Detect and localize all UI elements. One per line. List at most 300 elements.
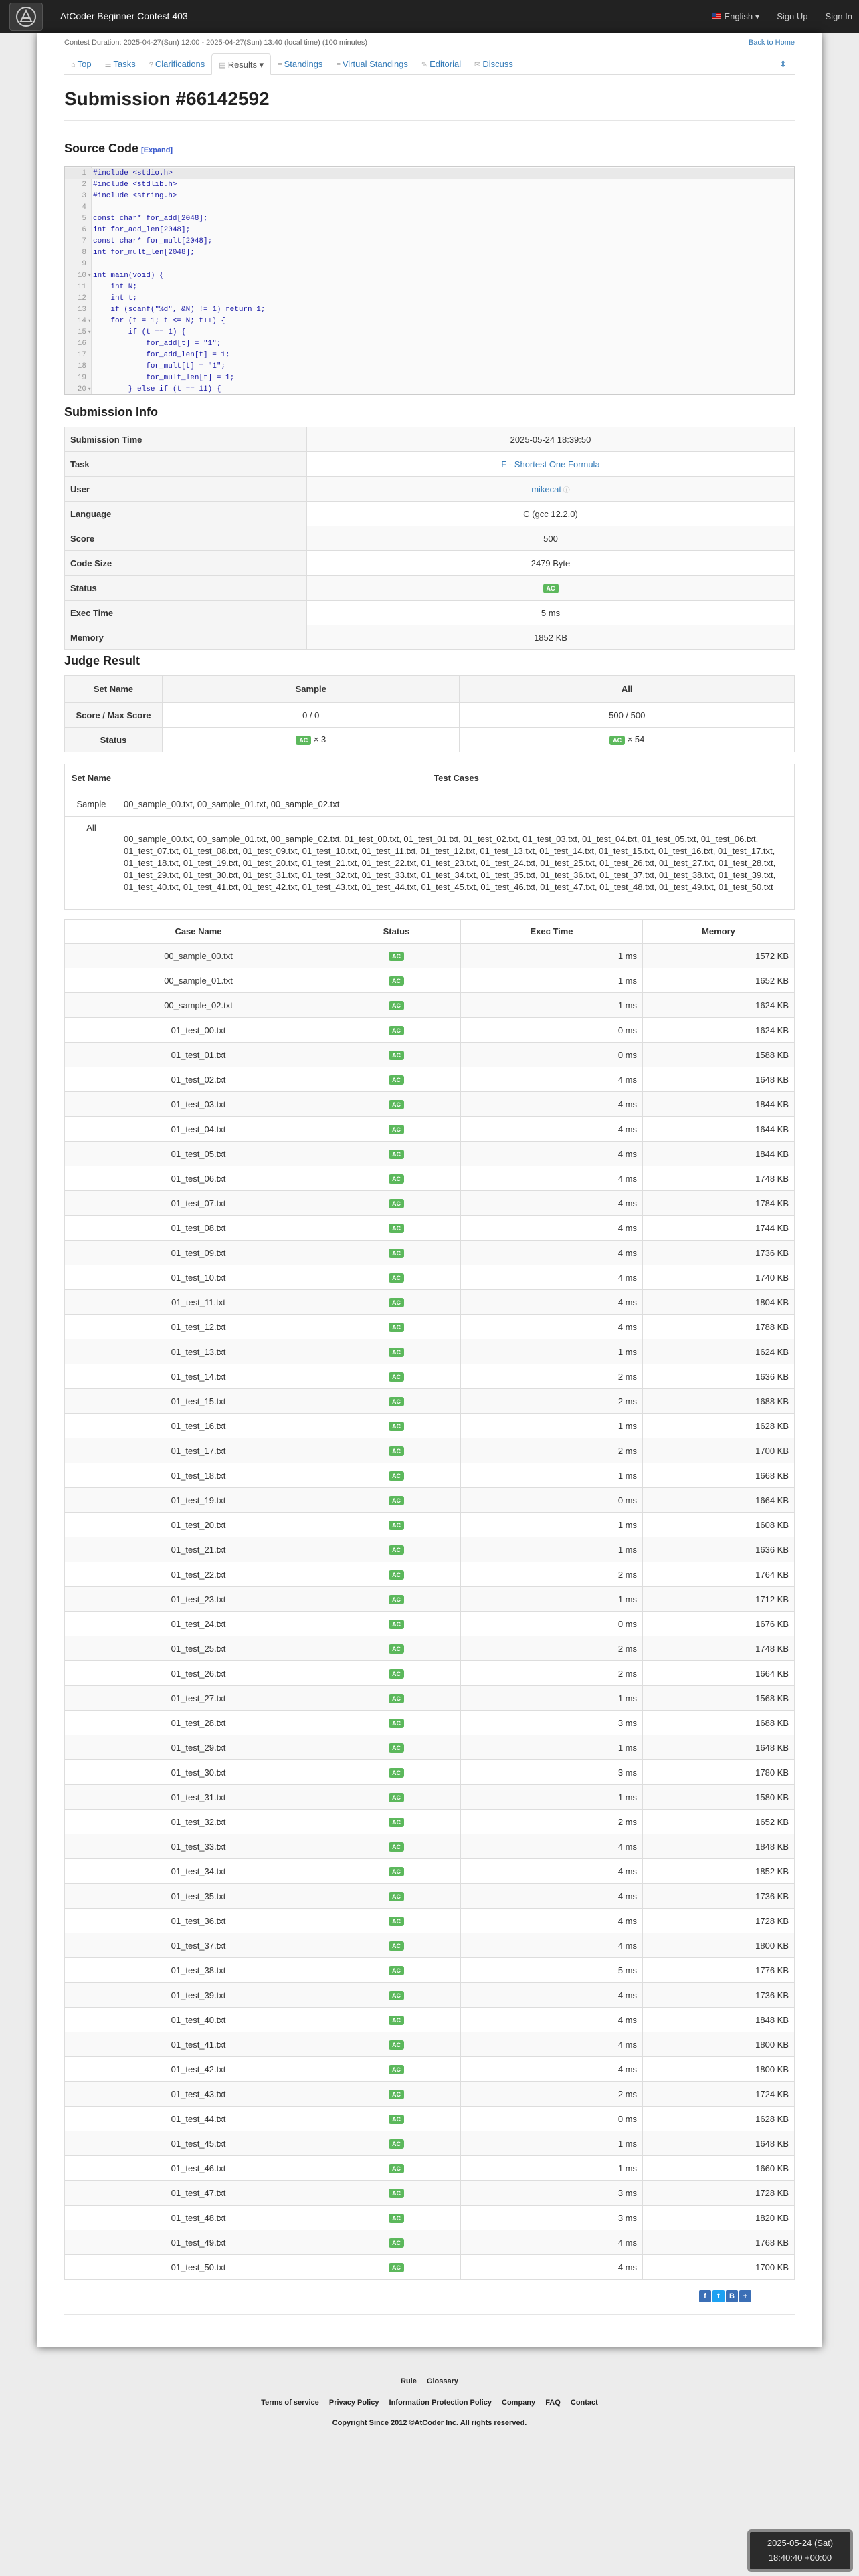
table-row [65,1043,795,1067]
virtual-standings-icon: ≡ [336,61,341,69]
case-status [332,1810,461,1834]
case-memory: 1628 KB [643,1414,795,1438]
ac-badge: AC [389,1793,404,1802]
terms-link[interactable]: Terms of service [261,2399,319,2407]
table-row [65,993,795,1018]
case-name: 01_test_48.txt [65,2206,332,2230]
faq-link[interactable]: FAQ [545,2399,561,2407]
code-text: for_mult_len[t] = 1; [93,374,235,382]
case-memory: 1636 KB [643,1364,795,1389]
table-row [65,968,795,993]
case-memory: 1624 KB [643,1339,795,1364]
case-name: 01_test_45.txt [65,2131,332,2156]
contest-title[interactable]: AtCoder Beginner Contest 403 [60,11,188,21]
code-line [65,372,794,384]
case-name: 01_test_00.txt [65,1018,332,1043]
line-number: 8 [82,249,86,257]
tab-label: Virtual Standings [342,59,408,69]
case-status [332,1216,461,1241]
case-name: 01_test_35.txt [65,1884,332,1909]
case-name: 01_test_47.txt [65,2181,332,2206]
case-name: 00_sample_01.txt [65,968,332,993]
case-exec-time: 4 ms [461,1290,643,1315]
case-memory: 1588 KB [643,1043,795,1067]
table-row [65,1290,795,1315]
tab-label: Editorial [430,59,462,69]
info-key: User [65,477,307,502]
table-row [65,1389,795,1414]
table-row [65,1018,795,1043]
table-row [65,2181,795,2206]
ac-badge: AC [389,1075,404,1085]
code-text: if (t == 1) { [93,328,186,336]
table-row [65,1166,795,1191]
ac-badge: AC [389,1199,404,1208]
code-line [65,293,794,304]
code-line [65,270,794,282]
tab-standings[interactable] [271,53,329,75]
glossary-link[interactable]: Glossary [426,2377,458,2385]
case-name: 01_test_34.txt [65,1859,332,1884]
case-name: 01_test_22.txt [65,1562,332,1587]
case-status [332,1933,461,1958]
code-text: for_mult[t] = "1"; [93,362,226,370]
info-value [307,502,795,526]
code-text: for_add_len[t] = 1; [93,351,230,359]
case-memory: 1804 KB [643,1290,795,1315]
case-memory: 1784 KB [643,1191,795,1216]
case-memory: 1736 KB [643,1241,795,1265]
case-memory: 1624 KB [643,993,795,1018]
table-row [65,1216,795,1241]
case-status [332,1043,461,1067]
table-row [65,1315,795,1339]
code-line [65,350,794,361]
privacy-link[interactable]: Privacy Policy [328,2399,379,2407]
twitter-share-icon[interactable]: t [712,2290,725,2302]
case-exec-time: 1 ms [461,1463,643,1488]
case-memory: 1748 KB [643,1166,795,1191]
case-status [332,1513,461,1537]
case-status [332,1488,461,1513]
case-status [332,2131,461,2156]
case-exec-time: 3 ms [461,2181,643,2206]
server-clock [747,2529,853,2572]
collapse-toggle-icon[interactable]: ⇕ [779,59,787,69]
ac-badge: AC [389,1570,404,1580]
info-value [307,452,795,477]
table-row [65,1785,795,1810]
clock-time: 18:40:40 +00:00 [768,2553,832,2563]
ac-badge: AC [543,584,559,593]
case-memory: 1664 KB [643,1661,795,1686]
case-memory: 1700 KB [643,1438,795,1463]
case-exec-time: 3 ms [461,1711,643,1735]
table-row [65,1142,795,1166]
company-link[interactable]: Company [502,2399,536,2407]
code-line [65,259,794,270]
case-status [332,1958,461,1983]
ac-badge: AC [389,2016,404,2025]
case-memory: 1848 KB [643,1834,795,1859]
code-line [65,247,794,259]
test-sets-table [64,764,795,910]
info-value [307,477,795,502]
case-name: 01_test_19.txt [65,1488,332,1513]
info-value [307,625,795,650]
case-memory: 1736 KB [643,1884,795,1909]
case-name: 01_test_42.txt [65,2057,332,2082]
table-row [65,1933,795,1958]
case-memory: 1580 KB [643,1785,795,1810]
tab-tasks[interactable] [98,53,142,75]
case-name: 01_test_49.txt [65,2230,332,2255]
tab-virtual-standings[interactable] [329,53,414,75]
case-exec-time: 1 ms [461,993,643,1018]
case-status [332,1983,461,2008]
case-status [332,1389,461,1414]
table-row [65,944,795,968]
case-exec-time: 4 ms [461,1241,643,1265]
user-info-icon[interactable]: ⓘ [561,486,570,494]
tab-label: Results ▾ [227,60,264,70]
ac-badge: AC [389,1001,404,1010]
line-number: 18 [77,362,86,370]
case-memory: 1848 KB [643,2008,795,2032]
table-row [65,1760,795,1785]
back-to-home-link[interactable]: Back to Home [748,39,795,47]
ac-badge: AC [389,1125,404,1134]
code-text: const char* for_mult[2048]; [93,237,213,245]
ac-badge: AC [389,1669,404,1679]
tab-clarifications[interactable] [142,53,212,75]
tasks-icon: ☰ [104,61,112,69]
user-link[interactable]: mikecat [531,484,561,494]
source-code-block[interactable] [64,166,795,395]
line-number: 3 [82,192,86,200]
case-name-header: Case Name [65,920,332,944]
case-exec-time: 2 ms [461,1438,643,1463]
case-exec-time: 4 ms [461,2057,643,2082]
case-status [332,2032,461,2057]
chevron-down-icon: ▾ [755,11,760,21]
case-exec-time: 4 ms [461,1933,643,1958]
case-exec-time: 4 ms [461,1067,643,1092]
submission-info-table [64,427,795,650]
ac-badge: AC [389,1545,404,1555]
expand-link[interactable]: [Expand] [141,146,173,154]
top-navbar [0,0,859,33]
tab-discuss[interactable] [468,53,520,75]
case-memory: 1668 KB [643,1463,795,1488]
line-number: 16 [77,340,86,348]
case-name: 01_test_10.txt [65,1265,332,1290]
language-selector[interactable]: English ▾ [712,11,759,22]
case-exec-time: 4 ms [461,1117,643,1142]
ac-badge: AC [389,1620,404,1629]
footer-links-primary [0,2377,859,2385]
table-row [65,1438,795,1463]
ac-badge: AC [389,1100,404,1109]
code-line [65,179,794,191]
discuss-icon: ✉ [474,61,481,69]
ac-badge: AC [389,1521,404,1530]
source-code-heading: Source Code [Expand] [64,142,173,155]
case-name: 01_test_26.txt [65,1661,332,1686]
case-exec-time: 2 ms [461,1364,643,1389]
case-status [332,1191,461,1216]
case-exec-time: 4 ms [461,1983,643,2008]
case-exec-time: 3 ms [461,1760,643,1785]
ac-badge: AC [389,1323,404,1332]
ac-badge: AC [389,2139,404,2149]
case-memory: 1676 KB [643,1612,795,1636]
case-name: 01_test_04.txt [65,1117,332,1142]
case-status [332,993,461,1018]
case-status [332,1438,461,1463]
case-status [332,2255,461,2280]
copyright: Copyright Since 2012 ©AtCoder Inc. All rights reserved. [332,2419,527,2427]
case-status [332,1067,461,1092]
case-memory: 1568 KB [643,1686,795,1711]
case-status [332,1265,461,1290]
case-exec-time: 2 ms [461,1810,643,1834]
case-exec-time: 0 ms [461,1043,643,1067]
case-status [332,1537,461,1562]
ac-badge: AC [389,1743,404,1753]
info-key: Language [65,502,307,526]
case-status [332,2057,461,2082]
contact-link[interactable]: Contact [570,2399,598,2407]
case-exec-time: 4 ms [461,2255,643,2280]
case-name: 01_test_28.txt [65,1711,332,1735]
case-exec-time: 2 ms [461,1562,643,1587]
case-status [332,2206,461,2230]
case-exec-time: 4 ms [461,2230,643,2255]
case-name: 01_test_30.txt [65,1760,332,1785]
info-row [65,601,795,625]
case-memory: 1800 KB [643,2057,795,2082]
case-exec-time: 1 ms [461,1587,643,1612]
case-name: 01_test_07.txt [65,1191,332,1216]
judge-result-heading: Judge Result [64,654,140,667]
info-protection-link[interactable]: Information Protection Policy [389,2399,492,2407]
ac-badge: AC [389,2238,404,2248]
case-memory: 1644 KB [643,1117,795,1142]
tab-label: Tasks [113,59,136,69]
case-memory: 1572 KB [643,944,795,968]
case-status [332,2008,461,2032]
task-link[interactable]: F - Shortest One Formula [501,459,600,469]
all-status: AC × 54 [460,728,795,752]
info-value [307,551,795,576]
table-row [65,2107,795,2131]
ac-badge: AC [389,1471,404,1481]
table-row [65,1587,795,1612]
ac-badge: AC [389,2090,404,2099]
case-status [332,1661,461,1686]
case-name: 01_test_17.txt [65,1438,332,1463]
ac-badge: AC [389,1224,404,1233]
case-exec-time: 0 ms [461,1612,643,1636]
case-status [332,1636,461,1661]
ac-badge: AC [609,736,625,745]
code-text: for (t = 1; t <= N; t++) { [93,317,226,325]
case-name: 00_sample_02.txt [65,993,332,1018]
case-status [332,1760,461,1785]
case-name: 01_test_21.txt [65,1537,332,1562]
case-status [332,2082,461,2107]
table-row [65,2230,795,2255]
table-row [65,1562,795,1587]
case-status [332,1117,461,1142]
table-row [65,1364,795,1389]
case-exec-time: 1 ms [461,2156,643,2181]
case-exec-time: 1 ms [461,1735,643,1760]
case-memory: 1648 KB [643,1735,795,1760]
case-exec-time: 4 ms [461,1092,643,1117]
ac-badge: AC [389,1298,404,1307]
facebook-share-icon[interactable]: f [699,2290,711,2302]
info-value-text: 2025-05-24 18:39:50 [510,434,591,445]
line-number: 11 [77,283,86,291]
ac-badge: AC [389,952,404,961]
info-value [307,576,795,601]
case-memory: 1800 KB [643,1933,795,1958]
score-label: Score / Max Score [65,703,163,728]
info-row [65,477,795,502]
info-key: Exec Time [65,601,307,625]
atcoder-crest-icon [15,5,37,28]
info-row [65,576,795,601]
case-status [332,944,461,968]
divider [64,120,795,121]
info-key: Memory [65,625,307,650]
case-memory: 1652 KB [643,1810,795,1834]
info-row [65,452,795,477]
ac-badge: AC [389,1818,404,1827]
case-exec-time: 1 ms [461,1414,643,1438]
case-exec-time: 4 ms [461,1191,643,1216]
info-value-text: 2479 Byte [531,558,571,568]
case-name: 01_test_12.txt [65,1315,332,1339]
tab-top[interactable] [64,53,98,75]
table-row [65,1612,795,1636]
table-row [65,1513,795,1537]
case-name: 01_test_38.txt [65,1958,332,1983]
table-row [65,1735,795,1760]
table-row [65,1241,795,1265]
case-status [332,1859,461,1884]
fold-icon[interactable]: ▾ [88,386,92,393]
code-line [65,191,794,202]
ac-badge: AC [389,1644,404,1654]
case-status [332,1414,461,1438]
table-row [65,1636,795,1661]
case-memory: 1664 KB [643,1488,795,1513]
page-title: Submission #66142592 [64,88,270,109]
ac-badge: AC [389,2263,404,2272]
ac-badge: AC [389,1768,404,1778]
code-text: const char* for_add[2048]; [93,215,208,223]
code-text: #include <stdlib.h> [93,181,177,189]
line-number: 10 [77,272,86,280]
case-memory: 1712 KB [643,1587,795,1612]
fold-icon[interactable]: ▾ [88,329,92,336]
tab-editorial[interactable] [415,53,468,75]
editorial-icon: ✎ [421,61,428,69]
case-exec-time: 2 ms [461,1661,643,1686]
fold-icon[interactable]: ▾ [88,272,92,279]
sign-up-link[interactable]: Sign Up [777,11,808,21]
case-memory: 1844 KB [643,1142,795,1166]
case-memory: 1628 KB [643,2107,795,2131]
case-status [332,1785,461,1810]
case-memory: 1688 KB [643,1389,795,1414]
line-number: 4 [82,203,86,211]
line-number: 20 [77,385,86,393]
case-exec-time: 0 ms [461,1018,643,1043]
case-memory: 1636 KB [643,1537,795,1562]
code-text: #include <stdio.h> [93,169,173,177]
sign-in-link[interactable]: Sign In [825,11,852,21]
status-label: Status [65,728,163,752]
case-status [332,1735,461,1760]
sample-header: Sample [163,676,460,703]
info-row [65,551,795,576]
tab-label: Clarifications [155,59,205,69]
case-name: 01_test_01.txt [65,1043,332,1067]
case-exec-time: 4 ms [461,1909,643,1933]
case-status [332,1290,461,1315]
code-line [65,213,794,225]
info-value-text: 1852 KB [534,632,567,643]
case-status [332,1092,461,1117]
plus-share-icon[interactable]: + [739,2290,751,2302]
case-exec-time: 2 ms [461,1636,643,1661]
case-memory: 1768 KB [643,2230,795,2255]
case-status [332,1142,461,1166]
line-number: 2 [82,181,86,189]
rule-link[interactable]: Rule [401,2377,417,2385]
fold-icon[interactable]: ▾ [88,318,92,324]
tab-results[interactable] [211,53,271,75]
code-text: int for_add_len[2048]; [93,226,191,234]
ac-badge: AC [389,1694,404,1703]
table-row [65,1711,795,1735]
ac-badge: AC [389,1422,404,1431]
case-exec-time: 4 ms [461,2008,643,2032]
exec-time-header: Exec Time [461,920,643,944]
line-number: 12 [77,294,86,302]
ac-badge: AC [389,1941,404,1951]
ac-badge: AC [389,1991,404,2000]
us-flag-icon [712,13,721,19]
hatena-share-icon[interactable]: B [726,2290,738,2302]
all-header: All [460,676,795,703]
ac-badge: AC [389,1446,404,1456]
table-row [65,1958,795,1983]
atcoder-logo[interactable] [9,3,43,31]
case-exec-time: 1 ms [461,1686,643,1711]
case-status [332,1711,461,1735]
divider [64,2314,795,2315]
case-name: 01_test_03.txt [65,1092,332,1117]
line-number: 13 [77,306,86,314]
case-memory: 1652 KB [643,968,795,993]
info-value [307,526,795,551]
sample-score: 0 / 0 [163,703,460,728]
